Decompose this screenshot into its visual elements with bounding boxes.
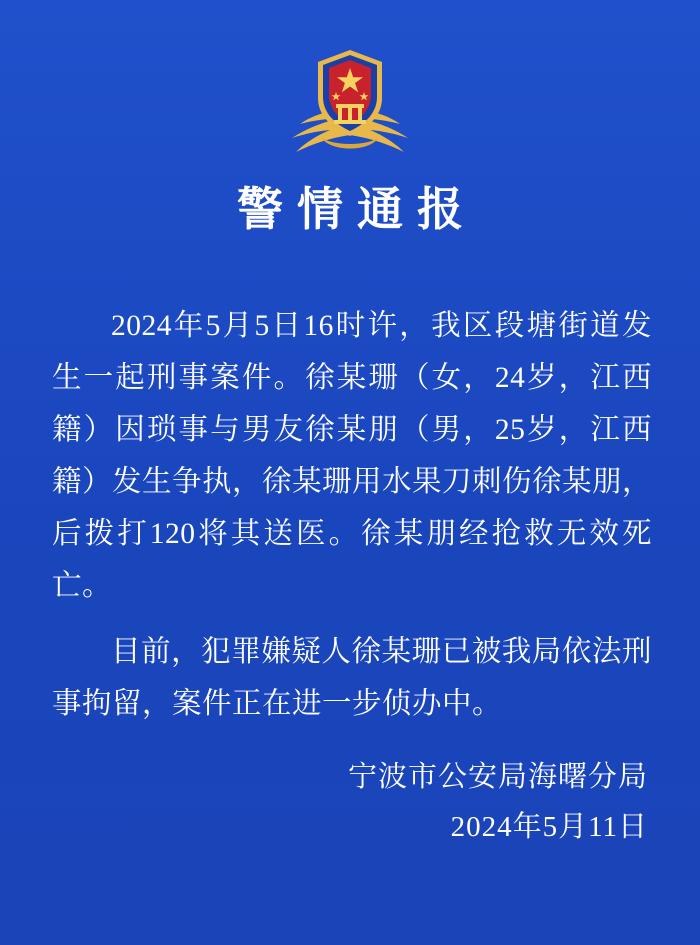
- emblem-container: [0, 42, 700, 164]
- document-title: 警情通报: [237, 184, 477, 235]
- china-police-emblem-icon: [270, 42, 430, 164]
- paragraph-2: 目前，犯罪嫌疑人徐某珊已被我局依法刑事拘留，案件正在进一步侦办中。: [52, 636, 652, 720]
- signature-date: 2024年5月11日: [450, 811, 648, 843]
- signature-block: [228, 752, 648, 852]
- document-body: [52, 300, 652, 744]
- paragraph-1: 2024年5月5日16时许，我区段塘街道发生一起刑事案件。徐某珊（女，24岁，江西籍）因琐事与男友徐某朋（男，25岁，江西籍）发生争执，徐某珊用水果刀刺伤徐某朋，后拨打120将其送医。徐某朋经抢救无效死亡。: [52, 310, 653, 602]
- signature-issuer: 宁波市公安局海曙分局: [347, 761, 648, 793]
